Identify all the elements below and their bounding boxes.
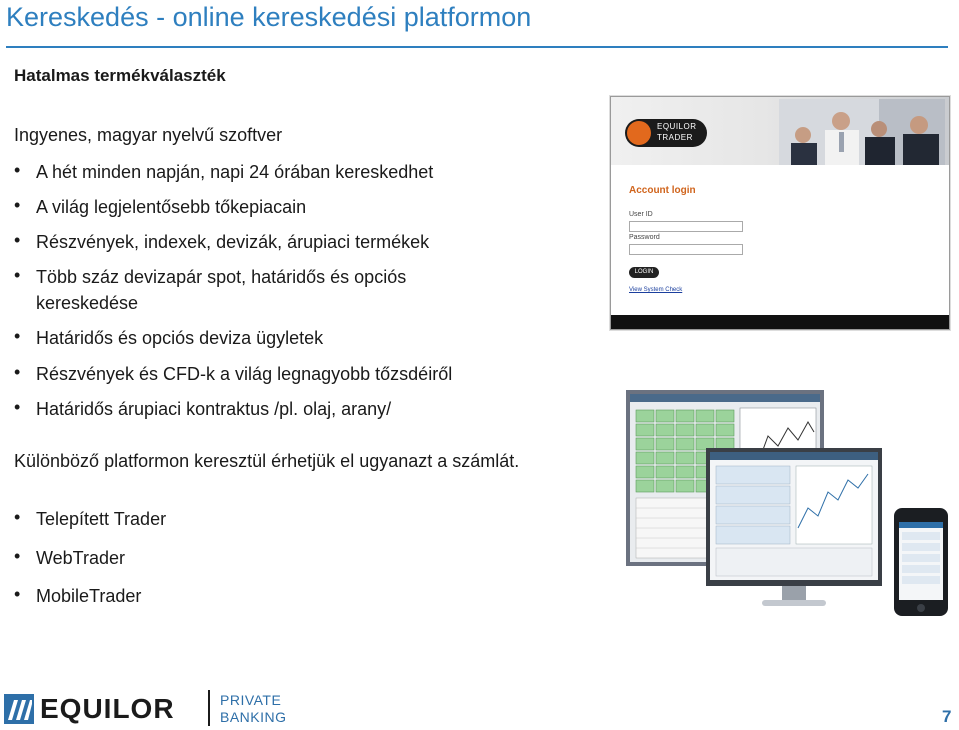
password-field[interactable] [629,244,743,255]
equilor-logo-icon [4,694,34,724]
footer-divider [208,690,210,726]
platform-paragraph: Különböző platformon keresztül érhetjük el ugyanazt a számlát. [14,451,520,471]
login-button[interactable]: LOGIN [629,267,659,278]
account-login-heading: Account login [629,185,696,196]
logo-emblem-icon [627,121,651,145]
section-subtitle: Hatalmas termékválaszték [14,66,226,85]
user-id-field[interactable] [629,221,743,232]
trading-platform-devices-image [622,388,952,628]
logo-text-line2: TRADER [657,133,693,142]
system-check-link[interactable]: View System Check [629,287,683,293]
user-id-label: User ID [629,211,653,218]
equilor-trader-logo [625,119,707,147]
page-title: Kereskedés - online kereskedési platformon [6,2,532,32]
intro-text: Ingyenes, magyar nyelvű szoftver [14,125,283,145]
footer-division-line2: BANKING [220,709,287,725]
footer-band [611,315,949,329]
title-divider [6,46,948,48]
page-number: 7 [942,707,952,726]
password-label: Password [629,234,660,241]
login-screenshot [610,96,950,330]
business-people-photo [779,99,945,165]
footer-division-line1: PRIVATE [220,692,282,708]
footer-brand: EQUILOR [40,693,175,724]
logo-text-line1: EQUILOR [657,122,697,131]
